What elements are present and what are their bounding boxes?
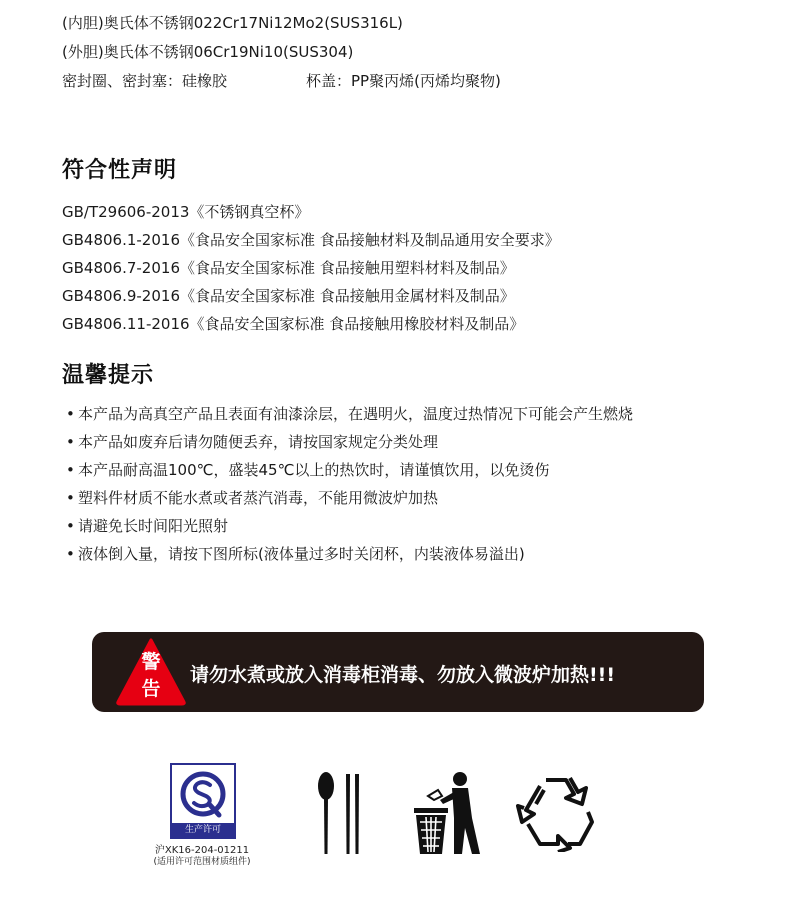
tip-item	[66, 433, 438, 451]
tips-title: 温馨提示	[62, 363, 155, 388]
tip-item	[66, 461, 549, 479]
material-inner: (内胆)奥氏体不锈钢022Cr17Ni12Mo2(SUS316L)	[62, 14, 403, 32]
warning-char-bottom: 告	[141, 678, 161, 700]
tip-text: 本产品如废弃后请勿随便丢弃，请按国家规定分类处理	[78, 433, 439, 451]
tip-item	[66, 545, 525, 563]
warning-banner	[92, 632, 704, 712]
compliance-title: 符合性声明	[62, 158, 178, 183]
tip-item	[66, 517, 228, 535]
bullet: •	[66, 489, 75, 507]
license-code: 沪XK16-204-01211	[154, 845, 250, 856]
tip-text: 本产品耐高温100℃，盛装45℃以上的热饮时，请谨慎饮用，以免烫伤	[78, 461, 550, 479]
tip-item	[66, 489, 438, 507]
standard-item: GB4806.11-2016《食品安全国家标准 食品接触用橡胶材料及制品》	[62, 315, 525, 333]
material-lid: 杯盖：PP聚丙烯(丙烯均聚物)	[306, 72, 501, 90]
tip-text: 请避免长时间阳光照射	[78, 517, 229, 535]
spoon-chopsticks-icon	[312, 770, 362, 856]
bullet: •	[66, 405, 75, 423]
tip-text: 塑料件材质不能水煮或者蒸汽消毒，不能用微波炉加热	[78, 489, 439, 507]
license-note: (适用许可范围材质组件)	[153, 857, 251, 867]
tip-item	[66, 405, 633, 423]
trash-bin-person-icon	[410, 770, 488, 856]
bullet: •	[66, 517, 75, 535]
material-outer: (外胆)奥氏体不锈钢06Cr19Ni10(SUS304)	[62, 43, 354, 61]
warning-char-top: 警	[141, 651, 161, 673]
qs-emblem-icon	[172, 765, 234, 823]
standard-item: GB4806.7-2016《食品安全国家标准 食品接触用塑料材料及制品》	[62, 259, 515, 277]
warning-text: 请勿水煮或放入消毒柜消毒、勿放入微波炉加热!!!	[190, 664, 615, 686]
bullet: •	[66, 433, 75, 451]
qs-mark-icon	[170, 763, 236, 839]
bullet: •	[66, 545, 75, 563]
qs-label: 生产许可	[172, 823, 234, 837]
standard-item: GB4806.1-2016《食品安全国家标准 食品接触材料及制品通用安全要求》	[62, 231, 560, 249]
standard-item: GB/T29606-2013《不锈钢真空杯》	[62, 203, 310, 221]
recycle-icon	[514, 772, 598, 852]
standard-item: GB4806.9-2016《食品安全国家标准 食品接触用金属材料及制品》	[62, 287, 515, 305]
tip-text: 液体倒入量，请按下图所标(液体量过多时关闭杯，内装液体易溢出)	[78, 545, 525, 563]
bullet: •	[66, 461, 75, 479]
tip-text: 本产品为高真空产品且表面有油漆涂层，在遇明火，温度过热情况下可能会产生燃烧	[78, 405, 634, 423]
material-seal: 密封圈、密封塞：硅橡胶	[62, 72, 228, 90]
